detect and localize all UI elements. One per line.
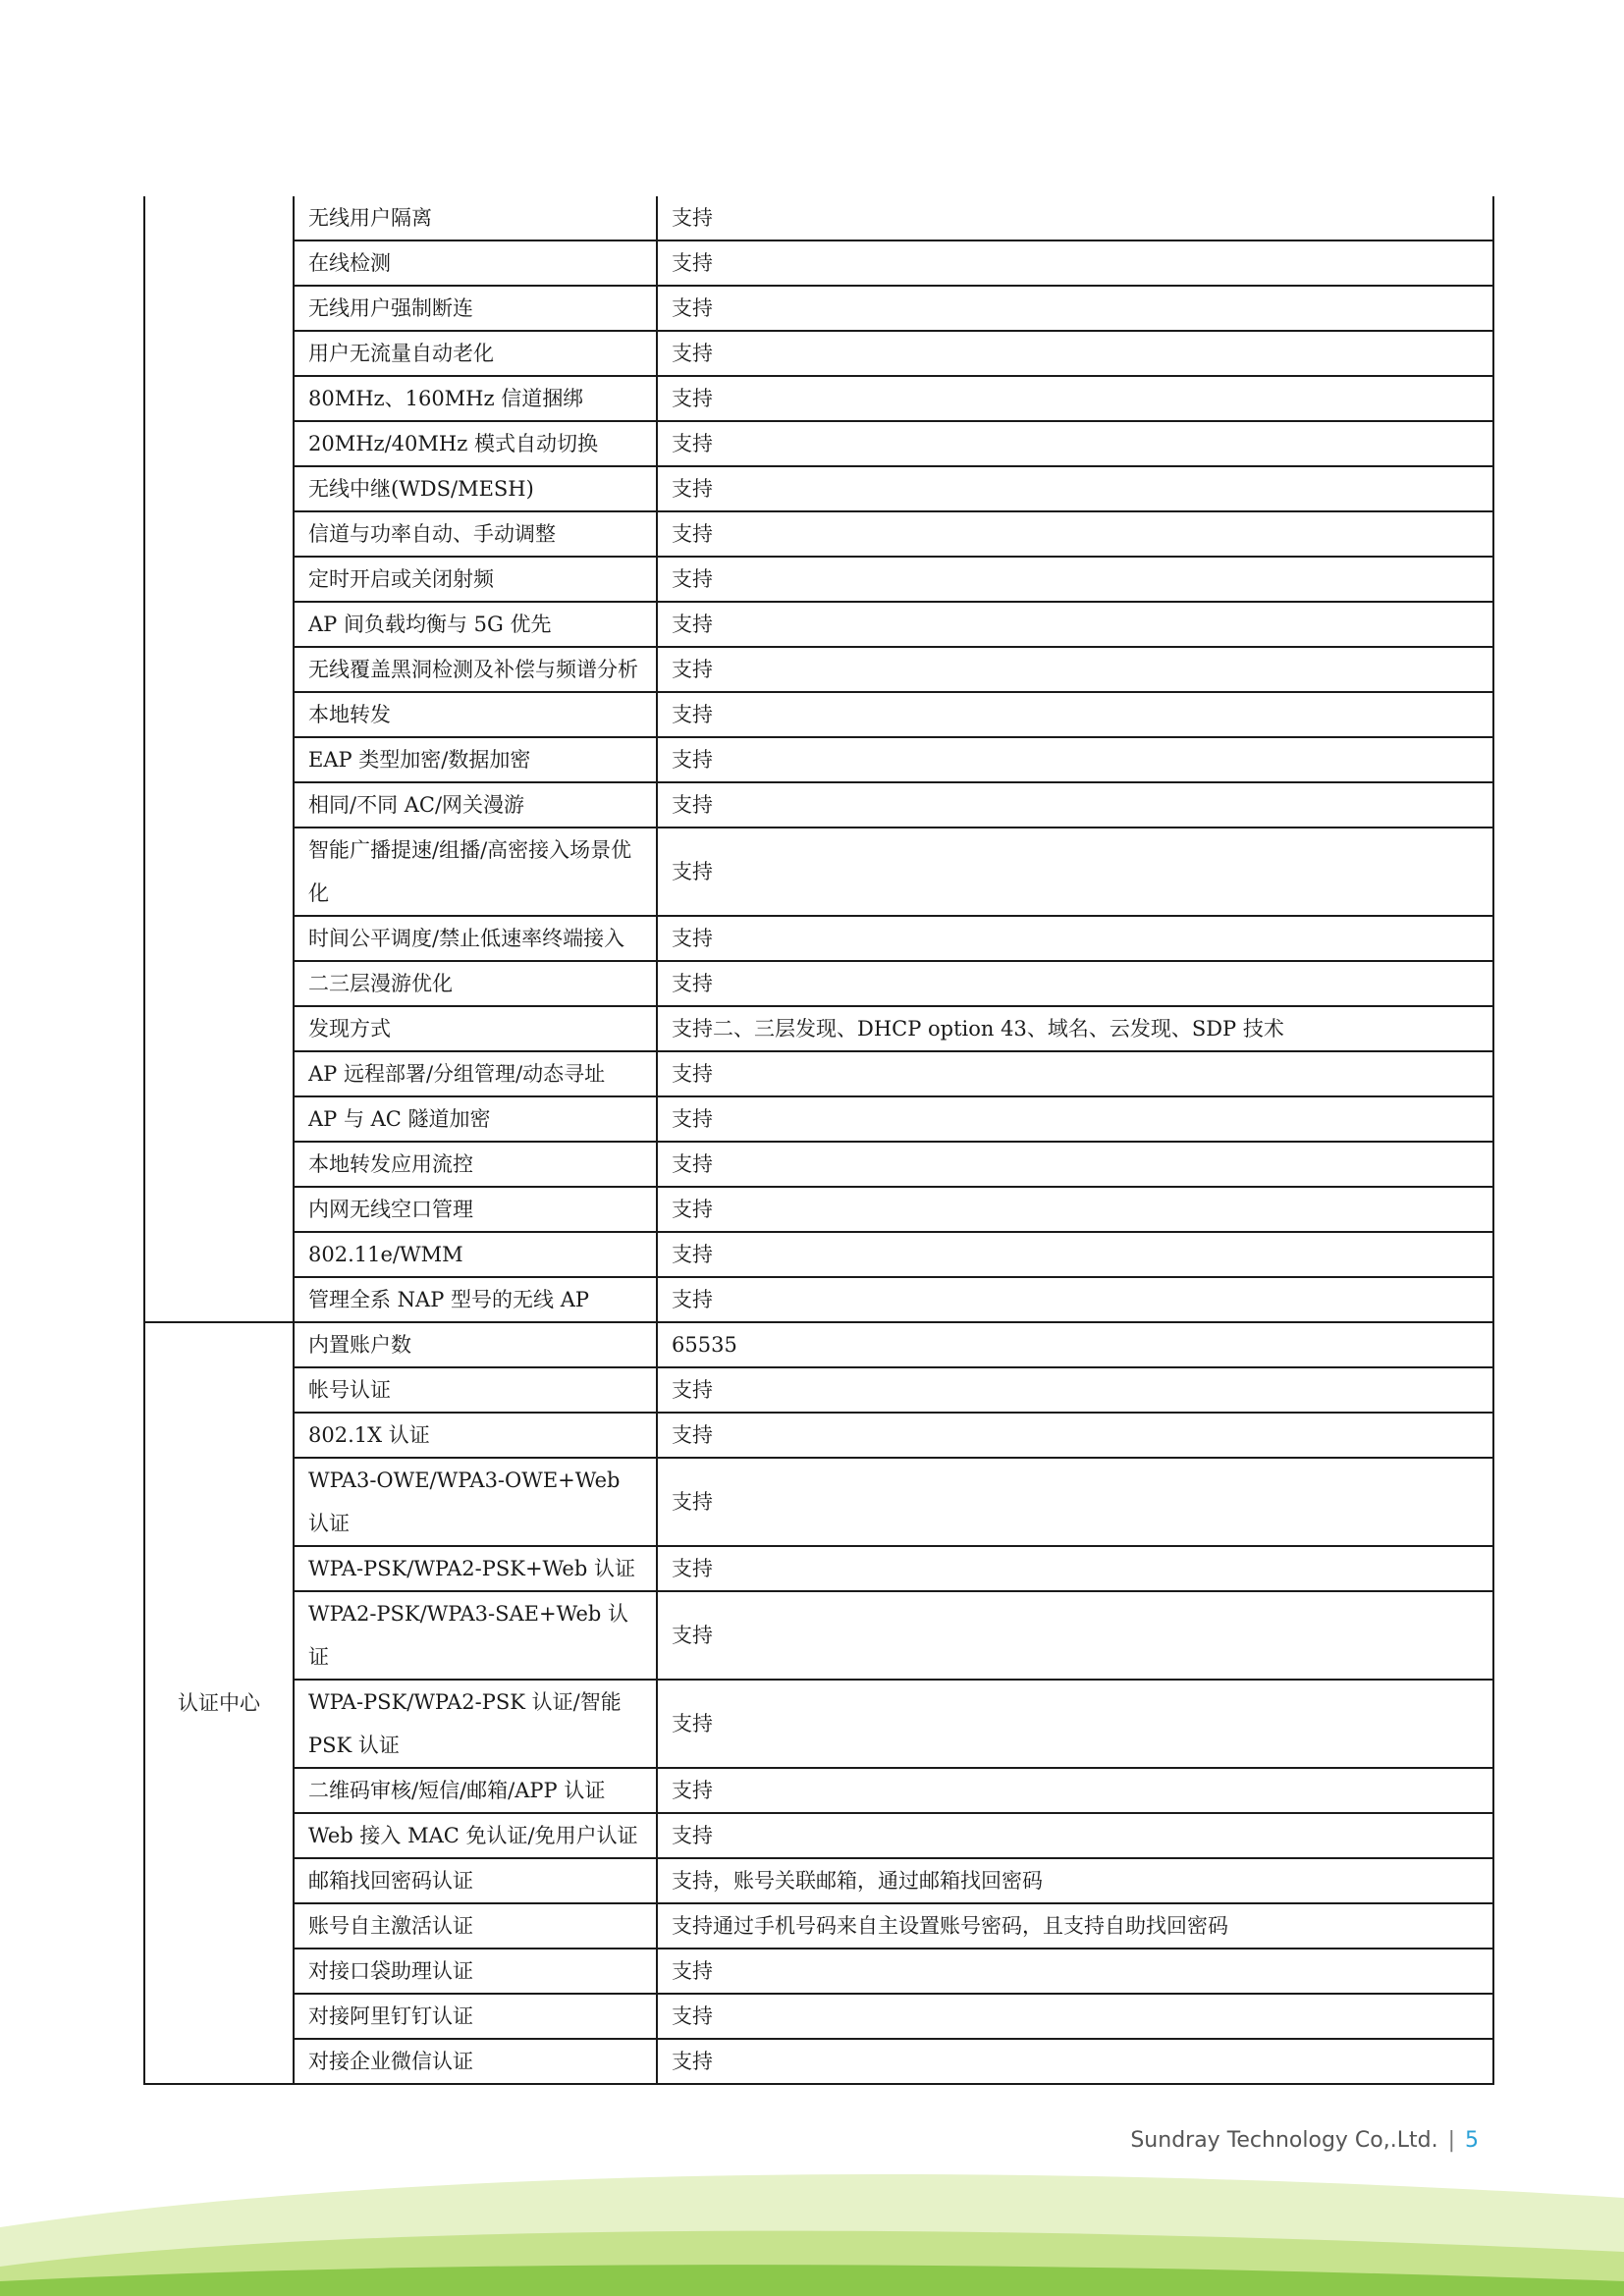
table-row: [144, 1051, 1493, 1096]
feature-cell: WPA2-PSK/WPA3-SAE+Web 认证: [294, 1591, 657, 1680]
value-cell: 支持通过手机号码来自主设置账号密码，且支持自助找回密码: [657, 1903, 1493, 1949]
table-row: [144, 1187, 1493, 1232]
value-cell: 支持: [657, 647, 1493, 692]
value-cell: 支持: [657, 1813, 1493, 1858]
feature-cell: 管理全系 NAP 型号的无线 AP: [294, 1277, 657, 1322]
table-row: [144, 782, 1493, 828]
table-row: [144, 1994, 1493, 2039]
table-row: [144, 1858, 1493, 1903]
value-cell: 支持: [657, 692, 1493, 737]
feature-cell: 帐号认证: [294, 1367, 657, 1413]
table-row: [144, 196, 1493, 240]
feature-cell: 802.11e/WMM: [294, 1232, 657, 1277]
feature-cell: 发现方式: [294, 1006, 657, 1051]
value-cell: 支持: [657, 1142, 1493, 1187]
feature-cell: 内网无线空口管理: [294, 1187, 657, 1232]
feature-cell: 信道与功率自动、手动调整: [294, 511, 657, 557]
value-cell: 支持: [657, 737, 1493, 782]
feature-cell: 二三层漫游优化: [294, 961, 657, 1006]
spec-table: [143, 196, 1494, 2085]
value-cell: 65535: [657, 1322, 1493, 1367]
feature-cell: 智能广播提速/组播/高密接入场景优化: [294, 828, 657, 916]
feature-cell: 20MHz/40MHz 模式自动切换: [294, 421, 657, 466]
page-number: 5: [1465, 2128, 1479, 2153]
table-row: [144, 602, 1493, 647]
value-cell: 支持: [657, 1591, 1493, 1680]
table-row: [144, 1413, 1493, 1458]
value-cell: 支持: [657, 286, 1493, 331]
feature-cell: 对接阿里钉钉认证: [294, 1994, 657, 2039]
feature-cell: 定时开启或关闭射频: [294, 557, 657, 602]
feature-cell: 相同/不同 AC/网关漫游: [294, 782, 657, 828]
category-cell: 认证中心: [144, 1322, 294, 2084]
feature-cell: 内置账户数: [294, 1322, 657, 1367]
table-row: [144, 466, 1493, 511]
category-cell: [144, 196, 294, 1322]
value-cell: 支持: [657, 1187, 1493, 1232]
table-row: [144, 1277, 1493, 1322]
feature-cell: 本地转发: [294, 692, 657, 737]
table-row: [144, 1546, 1493, 1591]
table-row: [144, 1680, 1493, 1768]
feature-cell: WPA-PSK/WPA2-PSK 认证/智能 PSK 认证: [294, 1680, 657, 1768]
feature-cell: 对接企业微信认证: [294, 2039, 657, 2084]
spec-table-body: [144, 196, 1493, 2084]
value-cell: 支持: [657, 1768, 1493, 1813]
value-cell: 支持: [657, 1680, 1493, 1768]
table-row: [144, 828, 1493, 916]
value-cell: 支持: [657, 2039, 1493, 2084]
table-row: [144, 1813, 1493, 1858]
value-cell: 支持: [657, 557, 1493, 602]
table-row: [144, 737, 1493, 782]
table-row: [144, 961, 1493, 1006]
feature-cell: 80MHz、160MHz 信道捆绑: [294, 376, 657, 421]
value-cell: 支持: [657, 916, 1493, 961]
table-row: [144, 331, 1493, 376]
value-cell: 支持二、三层发现、DHCP option 43、域名、云发现、SDP 技术: [657, 1006, 1493, 1051]
value-cell: 支持: [657, 421, 1493, 466]
value-cell: 支持: [657, 1949, 1493, 1994]
value-cell: 支持: [657, 961, 1493, 1006]
value-cell: 支持，账号关联邮箱，通过邮箱找回密码: [657, 1858, 1493, 1903]
value-cell: 支持: [657, 828, 1493, 916]
company-name: Sundray Technology Co,.Ltd.: [1130, 2128, 1438, 2153]
table-row: [144, 692, 1493, 737]
feature-cell: 账号自主激活认证: [294, 1903, 657, 1949]
value-cell: 支持: [657, 1232, 1493, 1277]
feature-cell: 在线检测: [294, 240, 657, 286]
value-cell: 支持: [657, 331, 1493, 376]
value-cell: 支持: [657, 1458, 1493, 1546]
table-row: [144, 511, 1493, 557]
feature-cell: WPA3-OWE/WPA3-OWE+Web 认证: [294, 1458, 657, 1546]
feature-cell: 时间公平调度/禁止低速率终端接入: [294, 916, 657, 961]
feature-cell: AP 远程部署/分组管理/动态寻址: [294, 1051, 657, 1096]
feature-cell: 无线用户隔离: [294, 196, 657, 240]
feature-cell: AP 间负载均衡与 5G 优先: [294, 602, 657, 647]
value-cell: 支持: [657, 782, 1493, 828]
feature-cell: AP 与 AC 隧道加密: [294, 1096, 657, 1142]
feature-cell: Web 接入 MAC 免认证/免用户认证: [294, 1813, 657, 1858]
table-row: [144, 1322, 1493, 1367]
table-row: [144, 421, 1493, 466]
table-row: [144, 2039, 1493, 2084]
value-cell: 支持: [657, 1413, 1493, 1458]
table-row: [144, 1768, 1493, 1813]
feature-cell: WPA-PSK/WPA2-PSK+Web 认证: [294, 1546, 657, 1591]
value-cell: 支持: [657, 1096, 1493, 1142]
feature-cell: 对接口袋助理认证: [294, 1949, 657, 1994]
value-cell: 支持: [657, 1994, 1493, 2039]
value-cell: 支持: [657, 511, 1493, 557]
table-row: [144, 240, 1493, 286]
feature-cell: EAP 类型加密/数据加密: [294, 737, 657, 782]
feature-cell: 二维码审核/短信/邮箱/APP 认证: [294, 1768, 657, 1813]
table-row: [144, 1232, 1493, 1277]
table-row: [144, 1458, 1493, 1546]
table-row: [144, 1903, 1493, 1949]
value-cell: 支持: [657, 1277, 1493, 1322]
table-row: [144, 1142, 1493, 1187]
value-cell: 支持: [657, 376, 1493, 421]
table-row: [144, 1006, 1493, 1051]
feature-cell: 邮箱找回密码认证: [294, 1858, 657, 1903]
table-row: [144, 1949, 1493, 1994]
footer-separator: |: [1447, 2128, 1455, 2153]
feature-cell: 本地转发应用流控: [294, 1142, 657, 1187]
feature-cell: 无线中继(WDS/MESH): [294, 466, 657, 511]
value-cell: 支持: [657, 1546, 1493, 1591]
table-row: [144, 647, 1493, 692]
feature-cell: 无线覆盖黑洞检测及补偿与频谱分析: [294, 647, 657, 692]
table-row: [144, 1096, 1493, 1142]
feature-cell: 无线用户强制断连: [294, 286, 657, 331]
feature-cell: 用户无流量自动老化: [294, 331, 657, 376]
feature-cell: 802.1X 认证: [294, 1413, 657, 1458]
value-cell: 支持: [657, 466, 1493, 511]
table-row: [144, 376, 1493, 421]
value-cell: 支持: [657, 1051, 1493, 1096]
decorative-wave: [0, 2159, 1624, 2296]
table-row: [144, 1591, 1493, 1680]
table-row: [144, 916, 1493, 961]
table-row: [144, 286, 1493, 331]
page-footer: [1130, 2128, 1479, 2153]
value-cell: 支持: [657, 196, 1493, 240]
value-cell: 支持: [657, 1367, 1493, 1413]
table-row: [144, 557, 1493, 602]
value-cell: 支持: [657, 602, 1493, 647]
table-row: [144, 1367, 1493, 1413]
value-cell: 支持: [657, 240, 1493, 286]
